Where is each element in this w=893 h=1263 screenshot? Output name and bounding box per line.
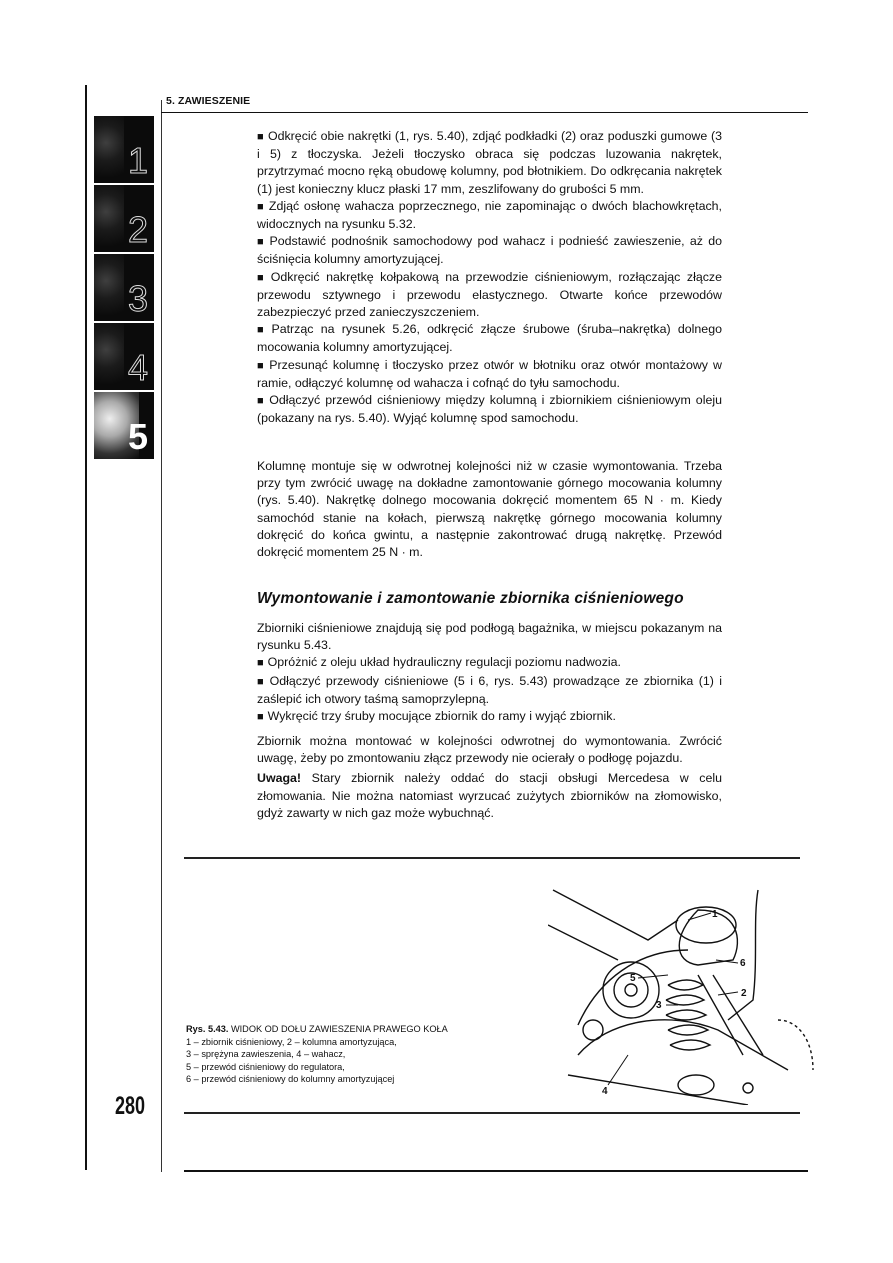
caption-label: Rys. 5.43. — [186, 1024, 229, 1034]
strut-assembly-paragraph — [257, 458, 722, 561]
section-heading: Wymontowanie i zamontowanie zbiornika ciśnieniowego — [257, 590, 684, 607]
reservoir-assembly — [257, 733, 722, 822]
step: ■ Odkręcić obie nakrętki (1, rys. 5.40), zdjąć podkładki (2) oraz poduszki gumowe (3 i 5) z tłoczyska. Jeżeli tłoczysko obraca się podczas luzowania nakrętek, przytrzymać mocno ręką obudowę kolumny, pod błotnikiem. Do odkręcania nakrętek (1) jest konieczny klucz płaski 17 mm, zeszlifowany do grubości 5 mm. — [257, 128, 722, 198]
callout-1: 1 — [712, 909, 718, 920]
inner-margin-rule — [161, 100, 162, 1172]
figure-top-divider — [184, 857, 800, 859]
reservoir-removal — [257, 620, 722, 726]
chapter-tab-3 — [94, 254, 154, 321]
warning-label: Uwaga! — [257, 771, 302, 786]
step: ■ Odkręcić nakrętkę kołpakową na przewodzie ciśnieniowym, rozłączając złącze przewodu sztywnego i przewodu elastycznego. Otwarte końce przewodów zabezpieczyć przed zanieczyszczeniem. — [257, 269, 722, 322]
chapter-tabs — [94, 116, 154, 461]
chapter-tab-number: 1 — [127, 140, 148, 181]
callout-3: 3 — [656, 1000, 662, 1011]
warning-paragraph — [257, 770, 722, 822]
figure-caption — [186, 1023, 448, 1086]
callout-5: 5 — [630, 973, 636, 984]
suspension-diagram — [548, 880, 818, 1105]
step: ■ Przesunąć kolumnę i tłoczysko przez otwór w błotniku oraz otwór montażowy w ramie, odłączyć kolumnę od wahacza i cofnąć do tyłu samochodu. — [257, 357, 722, 392]
callout-4: 4 — [602, 1086, 608, 1097]
callout-6: 6 — [740, 958, 746, 969]
chapter-tab-2 — [94, 185, 154, 252]
warning-text: Stary zbiornik należy oddać do stacji obsługi Mercedesa w celu złomowania. Nie można natomiast wyrzucać zużytych zbiorników na złomowisko, gdyż zawarty w nich gaz może wybuchnąć. — [257, 771, 722, 820]
paragraph: Zbiornik można montować w kolejności odwrotnej do wymontowania. Zwrócić uwagę, żeby po zmontowaniu złącz przewody nie ocierały o podłogę pojazdu. — [257, 734, 722, 766]
header-divider — [161, 112, 808, 113]
legend-item: 3 – sprężyna zawieszenia, 4 – wahacz, — [186, 1049, 346, 1059]
chapter-tab-number: 5 — [127, 416, 148, 457]
caption-text: WIDOK OD DOŁU ZAWIESZENIA PRAWEGO KOŁA — [228, 1024, 448, 1034]
step: ■ Odłączyć przewody ciśnieniowe (5 i 6, rys. 5.43) prowadzące ze zbiornika (1) i zaślepić ich otwory taśmą samoprzylepną. — [257, 673, 722, 708]
chapter-tab-number: 3 — [127, 278, 148, 319]
legend-item: 5 – przewód ciśnieniowy do regulatora, — [186, 1061, 345, 1072]
figure-bottom-divider — [184, 1112, 800, 1114]
step: ■ Odłączyć przewód ciśnieniowy między kolumną i zbiornikiem ciśnieniowym oleju (pokazany na rys. 5.40). Wyjąć kolumnę spod samochodu. — [257, 392, 722, 427]
strut-removal-steps — [257, 128, 722, 427]
chapter-tab-number: 4 — [127, 347, 148, 388]
chapter-tab-5-active — [94, 392, 154, 459]
legend-item: 6 – przewód ciśnieniowy do kolumny amortyzującej — [186, 1074, 395, 1084]
step: ■ Opróżnić z oleju układ hydrauliczny regulacji poziomu nadwozia. — [257, 654, 722, 672]
step: ■ Zdjąć osłonę wahacza poprzecznego, nie zapominając o dwóch blachowkrętach, widocznych na rysunku 5.32. — [257, 198, 722, 233]
step: ■ Podstawić podnośnik samochodowy pod wahacz i podnieść zawieszenie, aż do ściśnięcia kolumny amortyzującej. — [257, 233, 722, 268]
step: ■ Patrząc na rysunek 5.26, odkręcić złącze śrubowe (śruba–nakrętka) dolnego mocowania kolumny amortyzującej. — [257, 321, 722, 356]
chapter-tab-number: 2 — [127, 209, 148, 250]
outer-left-rule — [85, 85, 87, 1170]
chapter-tab-1 — [94, 116, 154, 183]
page-number: 280 — [115, 1092, 146, 1120]
paragraph: Kolumnę montuje się w odwrotnej kolejności niż w czasie wymontowania. Trzeba przy tym zwrócić uwagę na dokładne zamontowanie górnego mocowania kolumny (rys. 5.40). Nakrętkę dolnego mocowania dokręcić momentem 65 N · m. Kiedy samochód stanie na kołach, pierwszą nakrętkę górnego mocowania kolumny dokręcić do końca gwintu, a następnie zakontrować drugą nakrętkę. Przewód dokręcić momentem 25 N · m. — [257, 459, 722, 560]
caption-title — [186, 1023, 448, 1036]
footer-divider — [184, 1170, 808, 1172]
chapter-tab-4 — [94, 323, 154, 390]
step: ■ Wykręcić trzy śruby mocujące zbiornik do ramy i wyjąć zbiornik. — [257, 708, 722, 726]
callout-2: 2 — [741, 988, 747, 999]
running-header: 5. ZAWIESZENIE — [166, 95, 251, 107]
intro-paragraph: Zbiorniki ciśnieniowe znajdują się pod podłogą bagażnika, w miejscu pokazanym na rysunku 5.43. — [257, 621, 722, 653]
legend-item: 1 – zbiornik ciśnieniowy, 2 – kolumna amortyzująca, — [186, 1036, 397, 1047]
